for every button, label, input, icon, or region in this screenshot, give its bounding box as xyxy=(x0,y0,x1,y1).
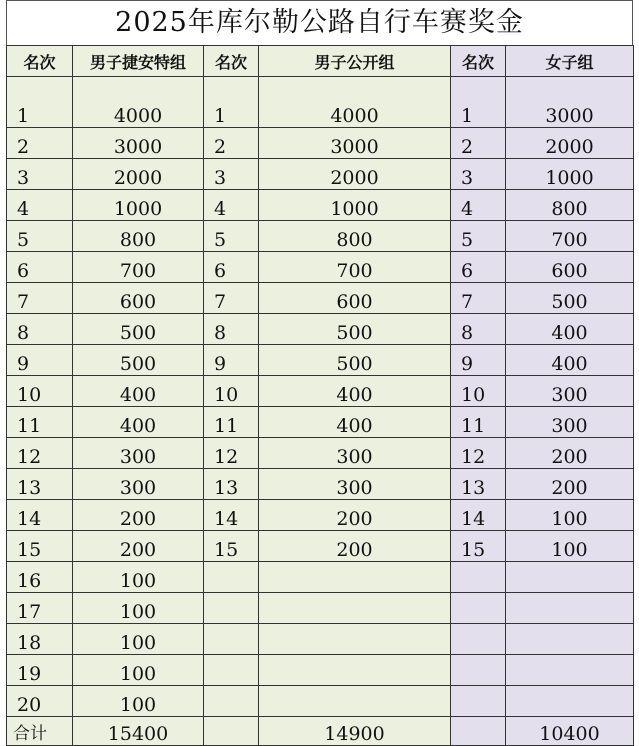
prize-men-giant-cell: 100 xyxy=(73,562,204,593)
prize-women-cell: 600 xyxy=(506,252,634,283)
rank-giant-cell: 16 xyxy=(7,562,73,593)
rank-women-cell: 9 xyxy=(451,345,506,376)
rank-women-cell: 6 xyxy=(451,252,506,283)
table-row xyxy=(7,624,634,655)
table-row xyxy=(7,128,634,159)
rank-women-cell: 11 xyxy=(451,407,506,438)
table-row xyxy=(7,500,634,531)
prize-table xyxy=(6,45,634,746)
prize-men-open-cell: 2000 xyxy=(259,159,451,190)
prize-women-cell xyxy=(506,655,634,686)
spacer-cell xyxy=(204,77,259,98)
prize-men-giant-cell: 600 xyxy=(73,283,204,314)
rank-women-cell: 3 xyxy=(451,159,506,190)
rank-women-cell xyxy=(451,562,506,593)
rank-giant-cell: 5 xyxy=(7,221,73,252)
rank-open-cell: 3 xyxy=(204,159,259,190)
page-title: 2025年库尔勒公路自行车赛奖金 xyxy=(6,0,633,45)
rank-women-cell: 8 xyxy=(451,314,506,345)
rank-giant-cell: 7 xyxy=(7,283,73,314)
prize-women-cell: 500 xyxy=(506,283,634,314)
rank-giant-cell: 2 xyxy=(7,128,73,159)
rank-open-cell: 13 xyxy=(204,469,259,500)
prize-rows xyxy=(7,97,634,717)
rank-open-cell: 5 xyxy=(204,221,259,252)
prize-men-giant-cell: 400 xyxy=(73,407,204,438)
prize-men-open-cell xyxy=(259,655,451,686)
rank-open-cell: 10 xyxy=(204,376,259,407)
rank-giant-cell: 12 xyxy=(7,438,73,469)
rank-giant-cell: 15 xyxy=(7,531,73,562)
rank-women-cell: 10 xyxy=(451,376,506,407)
rank-open-cell: 6 xyxy=(204,252,259,283)
totals-row xyxy=(7,717,634,746)
table-row xyxy=(7,686,634,717)
prize-men-giant-cell: 4000 xyxy=(73,97,204,128)
rank-open-cell xyxy=(204,686,259,717)
rank-women-cell: 7 xyxy=(451,283,506,314)
prize-men-open-cell: 500 xyxy=(259,314,451,345)
rank-giant-cell: 10 xyxy=(7,376,73,407)
rank-open-cell: 12 xyxy=(204,438,259,469)
rank-women-cell xyxy=(451,655,506,686)
rank-open-cell: 2 xyxy=(204,128,259,159)
rank-giant-cell: 14 xyxy=(7,500,73,531)
rank-women-cell: 5 xyxy=(451,221,506,252)
rank-open-cell: 15 xyxy=(204,531,259,562)
table-row xyxy=(7,345,634,376)
total-women: 10400 xyxy=(506,717,634,746)
rank-women-cell: 4 xyxy=(451,190,506,221)
prize-women-cell xyxy=(506,562,634,593)
prize-men-giant-cell: 100 xyxy=(73,686,204,717)
header-rank-women: 名次 xyxy=(451,46,506,77)
prize-men-giant-cell: 400 xyxy=(73,376,204,407)
prize-men-open-cell: 1000 xyxy=(259,190,451,221)
rank-giant-cell: 20 xyxy=(7,686,73,717)
table-row xyxy=(7,190,634,221)
table-row xyxy=(7,469,634,500)
prize-women-cell: 2000 xyxy=(506,128,634,159)
spacer-cell xyxy=(451,77,506,98)
rank-open-cell: 11 xyxy=(204,407,259,438)
rank-women-cell: 1 xyxy=(451,97,506,128)
totals-empty-cell xyxy=(451,717,506,746)
prize-men-open-cell: 800 xyxy=(259,221,451,252)
rank-open-cell: 8 xyxy=(204,314,259,345)
prize-women-cell: 300 xyxy=(506,376,634,407)
totals-label: 合计 xyxy=(7,717,73,746)
table-row xyxy=(7,593,634,624)
prize-men-giant-cell: 1000 xyxy=(73,190,204,221)
prize-men-open-cell: 200 xyxy=(259,500,451,531)
rank-open-cell: 14 xyxy=(204,500,259,531)
table-row xyxy=(7,221,634,252)
prize-women-cell: 100 xyxy=(506,500,634,531)
rank-giant-cell: 18 xyxy=(7,624,73,655)
prize-men-open-cell xyxy=(259,686,451,717)
prize-men-open-cell xyxy=(259,562,451,593)
prize-men-open-cell: 4000 xyxy=(259,97,451,128)
table-row xyxy=(7,283,634,314)
rank-giant-cell: 1 xyxy=(7,97,73,128)
prize-men-giant-cell: 500 xyxy=(73,314,204,345)
rank-open-cell xyxy=(204,624,259,655)
header-rank-open: 名次 xyxy=(204,46,259,77)
rank-giant-cell: 4 xyxy=(7,190,73,221)
rank-open-cell xyxy=(204,655,259,686)
table-row xyxy=(7,655,634,686)
rank-giant-cell: 8 xyxy=(7,314,73,345)
prize-men-open-cell: 300 xyxy=(259,438,451,469)
total-men-giant: 15400 xyxy=(73,717,204,746)
rank-open-cell xyxy=(204,562,259,593)
rank-open-cell: 7 xyxy=(204,283,259,314)
prize-women-cell xyxy=(506,593,634,624)
rank-women-cell: 13 xyxy=(451,469,506,500)
spacer-cell xyxy=(7,77,73,98)
prize-women-cell: 200 xyxy=(506,469,634,500)
rank-giant-cell: 9 xyxy=(7,345,73,376)
prize-women-cell: 3000 xyxy=(506,97,634,128)
prize-men-giant-cell: 100 xyxy=(73,655,204,686)
prize-women-cell: 300 xyxy=(506,407,634,438)
prize-table-sheet xyxy=(6,0,633,746)
rank-giant-cell: 3 xyxy=(7,159,73,190)
prize-women-cell: 400 xyxy=(506,314,634,345)
header-row xyxy=(7,46,634,77)
prize-women-cell: 800 xyxy=(506,190,634,221)
rank-giant-cell: 13 xyxy=(7,469,73,500)
table-row xyxy=(7,252,634,283)
prize-men-open-cell: 500 xyxy=(259,345,451,376)
rank-giant-cell: 11 xyxy=(7,407,73,438)
header-men-open-group: 男子公开组 xyxy=(259,46,451,77)
table-row xyxy=(7,438,634,469)
rank-open-cell: 1 xyxy=(204,97,259,128)
prize-women-cell: 200 xyxy=(506,438,634,469)
prize-men-open-cell: 200 xyxy=(259,531,451,562)
table-row xyxy=(7,376,634,407)
prize-men-open-cell: 3000 xyxy=(259,128,451,159)
rank-women-cell: 14 xyxy=(451,500,506,531)
rank-giant-cell: 17 xyxy=(7,593,73,624)
total-men-open: 14900 xyxy=(259,717,451,746)
prize-men-giant-cell: 200 xyxy=(73,531,204,562)
rank-open-cell: 4 xyxy=(204,190,259,221)
rank-women-cell xyxy=(451,593,506,624)
spacer-cell xyxy=(506,77,634,98)
rank-women-cell: 12 xyxy=(451,438,506,469)
prize-men-open-cell: 300 xyxy=(259,469,451,500)
prize-women-cell: 100 xyxy=(506,531,634,562)
rank-giant-cell: 6 xyxy=(7,252,73,283)
prize-men-giant-cell: 300 xyxy=(73,469,204,500)
spacer-cell xyxy=(259,77,451,98)
table-row xyxy=(7,159,634,190)
prize-men-open-cell xyxy=(259,593,451,624)
prize-men-open-cell: 600 xyxy=(259,283,451,314)
rank-giant-cell: 19 xyxy=(7,655,73,686)
table-row xyxy=(7,97,634,128)
rank-women-cell: 15 xyxy=(451,531,506,562)
table-row xyxy=(7,562,634,593)
prize-men-giant-cell: 300 xyxy=(73,438,204,469)
prize-women-cell: 700 xyxy=(506,221,634,252)
header-rank-giant: 名次 xyxy=(7,46,73,77)
header-women-group: 女子组 xyxy=(506,46,634,77)
prize-men-giant-cell: 2000 xyxy=(73,159,204,190)
prize-men-open-cell: 400 xyxy=(259,407,451,438)
rank-open-cell xyxy=(204,593,259,624)
prize-men-open-cell xyxy=(259,624,451,655)
rank-open-cell: 9 xyxy=(204,345,259,376)
totals-empty-cell xyxy=(204,717,259,746)
prize-men-open-cell: 700 xyxy=(259,252,451,283)
table-row xyxy=(7,407,634,438)
prize-men-giant-cell: 500 xyxy=(73,345,204,376)
table-row xyxy=(7,314,634,345)
table-row xyxy=(7,531,634,562)
prize-men-open-cell: 400 xyxy=(259,376,451,407)
prize-women-cell: 1000 xyxy=(506,159,634,190)
prize-men-giant-cell: 200 xyxy=(73,500,204,531)
prize-men-giant-cell: 100 xyxy=(73,624,204,655)
spacer-row xyxy=(7,77,634,98)
prize-men-giant-cell: 700 xyxy=(73,252,204,283)
rank-women-cell: 2 xyxy=(451,128,506,159)
prize-women-cell xyxy=(506,686,634,717)
rank-women-cell xyxy=(451,624,506,655)
header-men-giant-group: 男子捷安特组 xyxy=(73,46,204,77)
prize-men-giant-cell: 800 xyxy=(73,221,204,252)
prize-women-cell: 400 xyxy=(506,345,634,376)
spacer-cell xyxy=(73,77,204,98)
prize-women-cell xyxy=(506,624,634,655)
prize-men-giant-cell: 3000 xyxy=(73,128,204,159)
rank-women-cell xyxy=(451,686,506,717)
prize-men-giant-cell: 100 xyxy=(73,593,204,624)
